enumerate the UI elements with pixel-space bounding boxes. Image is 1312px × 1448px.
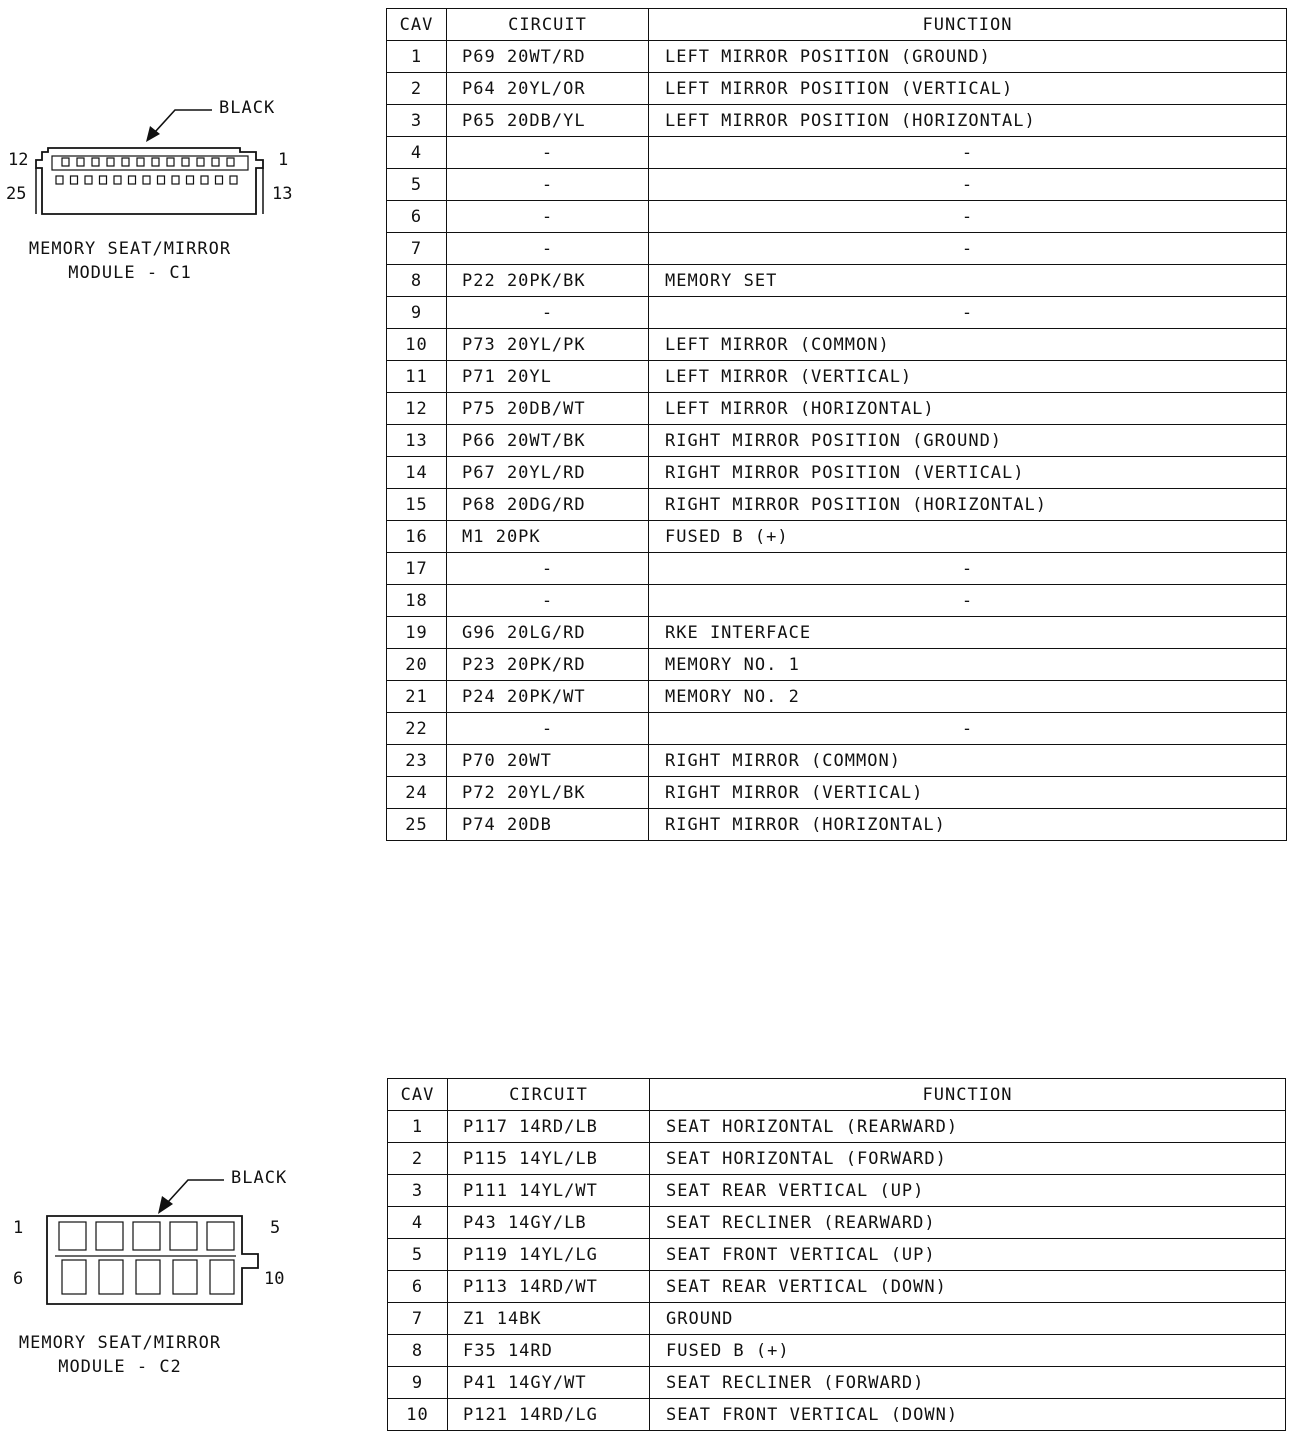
cell-cav: 25 — [387, 809, 447, 841]
cell-function: SEAT RECLINER (REARWARD) — [650, 1207, 1286, 1239]
cell-cav: 17 — [387, 553, 447, 585]
table-header-row — [387, 9, 1287, 41]
cell-function: RIGHT MIRROR (VERTICAL) — [649, 777, 1287, 809]
cell-function: RIGHT MIRROR (HORIZONTAL) — [649, 809, 1287, 841]
cell-cav: 18 — [387, 585, 447, 617]
cavity-terminal — [158, 176, 165, 184]
cavity-terminal — [207, 1222, 234, 1250]
cavity-terminal — [167, 158, 174, 166]
cell-function: LEFT MIRROR POSITION (GROUND) — [649, 41, 1287, 73]
cell-cav: 6 — [388, 1271, 448, 1303]
cell-cav: 2 — [387, 73, 447, 105]
connector-c1-pin-25: 25 — [6, 184, 27, 204]
table-row — [387, 425, 1287, 457]
cell-circuit: P71 20YL — [447, 361, 649, 393]
cell-cav: 20 — [387, 649, 447, 681]
header-cav: CAV — [387, 9, 447, 41]
cell-function: - — [649, 137, 1287, 169]
table-row — [387, 489, 1287, 521]
cell-cav: 22 — [387, 713, 447, 745]
cell-cav: 16 — [387, 521, 447, 553]
cavity-terminal — [187, 176, 194, 184]
cavity-terminal — [114, 176, 121, 184]
cell-cav: 9 — [387, 297, 447, 329]
cavity-terminal — [230, 176, 237, 184]
cavity-terminal — [182, 158, 189, 166]
cell-function: LEFT MIRROR (COMMON) — [649, 329, 1287, 361]
cell-circuit: P117 14RD/LB — [448, 1111, 650, 1143]
table-row — [387, 617, 1287, 649]
cell-function: - — [649, 233, 1287, 265]
connector-c2-pinout-table — [387, 1078, 1286, 1431]
connector-c2-color-label: BLACK — [231, 1168, 288, 1188]
table-row — [388, 1175, 1286, 1207]
cell-function: SEAT REAR VERTICAL (UP) — [650, 1175, 1286, 1207]
cavity-terminal — [100, 176, 107, 184]
cell-circuit: - — [447, 201, 649, 233]
cavity-terminal — [71, 176, 78, 184]
connector-c2-diagram — [0, 1120, 360, 1420]
cavity-terminal — [170, 1222, 197, 1250]
cell-cav: 5 — [388, 1239, 448, 1271]
cavity-terminal — [136, 1260, 160, 1294]
connector-c1-label-line2: MODULE - C1 — [68, 263, 192, 283]
cell-circuit: P66 20WT/BK — [447, 425, 649, 457]
cavity-terminal — [173, 1260, 197, 1294]
cavity-terminal — [62, 158, 69, 166]
table-row — [387, 169, 1287, 201]
table-row — [387, 233, 1287, 265]
cell-cav: 2 — [388, 1143, 448, 1175]
cell-function: SEAT HORIZONTAL (FORWARD) — [650, 1143, 1286, 1175]
cell-cav: 14 — [387, 457, 447, 489]
header-function: FUNCTION — [649, 9, 1287, 41]
table-row — [388, 1207, 1286, 1239]
table-row — [387, 393, 1287, 425]
cell-circuit: P72 20YL/BK — [447, 777, 649, 809]
cell-cav: 21 — [387, 681, 447, 713]
cell-cav: 1 — [387, 41, 447, 73]
cavity-terminal — [210, 1260, 234, 1294]
table-row — [388, 1239, 1286, 1271]
cell-function: - — [649, 585, 1287, 617]
cell-cav: 6 — [387, 201, 447, 233]
cavity-terminal — [212, 158, 219, 166]
table-header-row — [388, 1079, 1286, 1111]
table-row — [387, 649, 1287, 681]
connector-c2-pin-1: 1 — [13, 1218, 24, 1238]
cell-function: SEAT FRONT VERTICAL (UP) — [650, 1239, 1286, 1271]
cell-circuit: P22 20PK/BK — [447, 265, 649, 297]
cell-function: - — [649, 553, 1287, 585]
cell-function: MEMORY NO. 1 — [649, 649, 1287, 681]
cavity-terminal — [152, 158, 159, 166]
cell-circuit: P64 20YL/OR — [447, 73, 649, 105]
connector-c1-pin-1: 1 — [278, 150, 289, 170]
cavity-terminal — [85, 176, 92, 184]
cavity-terminal — [59, 1222, 86, 1250]
table-row — [387, 361, 1287, 393]
cell-cav: 8 — [387, 265, 447, 297]
table-row — [387, 745, 1287, 777]
cell-cav: 3 — [388, 1175, 448, 1207]
cell-circuit: P65 20DB/YL — [447, 105, 649, 137]
cavity-terminal — [227, 158, 234, 166]
cell-function: RIGHT MIRROR POSITION (VERTICAL) — [649, 457, 1287, 489]
table-row — [387, 809, 1287, 841]
connector-c2-pin-5: 5 — [270, 1218, 281, 1238]
cell-function: LEFT MIRROR POSITION (VERTICAL) — [649, 73, 1287, 105]
cavity-terminal — [107, 158, 114, 166]
cell-circuit: - — [447, 713, 649, 745]
cell-function: - — [649, 201, 1287, 233]
cell-function: - — [649, 297, 1287, 329]
cell-circuit: - — [447, 297, 649, 329]
connector-c1-pinout-table — [386, 8, 1287, 841]
header-cav: CAV — [388, 1079, 448, 1111]
cavity-terminal — [216, 176, 223, 184]
cell-circuit: - — [447, 585, 649, 617]
cell-circuit: P70 20WT — [447, 745, 649, 777]
cell-cav: 15 — [387, 489, 447, 521]
cavity-terminal — [172, 176, 179, 184]
cell-cav: 4 — [387, 137, 447, 169]
cell-cav: 9 — [388, 1367, 448, 1399]
table-row — [387, 105, 1287, 137]
cavity-terminal — [62, 1260, 86, 1294]
cell-circuit: - — [447, 169, 649, 201]
table-row — [387, 553, 1287, 585]
table-row — [388, 1335, 1286, 1367]
cell-cav: 12 — [387, 393, 447, 425]
cell-circuit: P43 14GY/LB — [448, 1207, 650, 1239]
cell-circuit: P75 20DB/WT — [447, 393, 649, 425]
cell-circuit: M1 20PK — [447, 521, 649, 553]
header-function: FUNCTION — [650, 1079, 1286, 1111]
cell-function: RIGHT MIRROR POSITION (HORIZONTAL) — [649, 489, 1287, 521]
cell-function: RIGHT MIRROR (COMMON) — [649, 745, 1287, 777]
connector-c2-label-line2: MODULE - C2 — [58, 1357, 182, 1377]
cell-cav: 19 — [387, 617, 447, 649]
connector-c1-color-label: BLACK — [219, 98, 276, 118]
cell-cav: 5 — [387, 169, 447, 201]
cell-circuit: P113 14RD/WT — [448, 1271, 650, 1303]
connector-c1-label-line1: MEMORY SEAT/MIRROR — [28, 239, 232, 259]
cavity-terminal — [77, 158, 84, 166]
cavity-terminal — [96, 1222, 123, 1250]
connector-c2-label-line1: MEMORY SEAT/MIRROR — [18, 1333, 222, 1353]
cell-function: LEFT MIRROR (VERTICAL) — [649, 361, 1287, 393]
cell-function: SEAT FRONT VERTICAL (DOWN) — [650, 1399, 1286, 1431]
cell-circuit: P23 20PK/RD — [447, 649, 649, 681]
connector-c2-pin-6: 6 — [13, 1269, 24, 1289]
cell-circuit: P111 14YL/WT — [448, 1175, 650, 1207]
cell-function: MEMORY SET — [649, 265, 1287, 297]
table-row — [388, 1367, 1286, 1399]
cell-function: LEFT MIRROR (HORIZONTAL) — [649, 393, 1287, 425]
cell-function: FUSED B (+) — [650, 1335, 1286, 1367]
cell-cav: 4 — [388, 1207, 448, 1239]
cell-circuit: - — [447, 553, 649, 585]
cavity-terminal — [56, 176, 63, 184]
cavity-terminal — [197, 158, 204, 166]
cell-circuit: P41 14GY/WT — [448, 1367, 650, 1399]
cell-cav: 7 — [387, 233, 447, 265]
table-row — [388, 1399, 1286, 1431]
cell-circuit: P73 20YL/PK — [447, 329, 649, 361]
cell-cav: 3 — [387, 105, 447, 137]
table-row — [387, 137, 1287, 169]
cell-cav: 7 — [388, 1303, 448, 1335]
cell-function: RKE INTERFACE — [649, 617, 1287, 649]
cell-cav: 8 — [388, 1335, 448, 1367]
table-row — [387, 265, 1287, 297]
table-row — [387, 201, 1287, 233]
cell-cav: 13 — [387, 425, 447, 457]
cell-function: SEAT RECLINER (FORWARD) — [650, 1367, 1286, 1399]
cavity-terminal — [92, 158, 99, 166]
cell-function: MEMORY NO. 2 — [649, 681, 1287, 713]
cell-cav: 23 — [387, 745, 447, 777]
cell-cav: 11 — [387, 361, 447, 393]
cavity-terminal — [129, 176, 136, 184]
cavity-terminal — [143, 176, 150, 184]
cell-circuit: F35 14RD — [448, 1335, 650, 1367]
cavity-terminal — [137, 158, 144, 166]
cell-function: GROUND — [650, 1303, 1286, 1335]
cell-circuit: - — [447, 233, 649, 265]
cell-circuit: P68 20DG/RD — [447, 489, 649, 521]
cavity-terminal — [122, 158, 129, 166]
connector-c2-label — [0, 1331, 240, 1379]
connector-c1-pin-13: 13 — [272, 184, 293, 204]
cell-circuit: Z1 14BK — [448, 1303, 650, 1335]
cell-circuit: P74 20DB — [447, 809, 649, 841]
table-row — [387, 73, 1287, 105]
header-circuit: CIRCUIT — [447, 9, 649, 41]
cell-cav: 10 — [387, 329, 447, 361]
table-row — [387, 521, 1287, 553]
table-row — [387, 777, 1287, 809]
table-row — [388, 1143, 1286, 1175]
cavity-terminal — [201, 176, 208, 184]
table-row — [388, 1111, 1286, 1143]
cell-cav: 1 — [388, 1111, 448, 1143]
table-row — [387, 41, 1287, 73]
cell-cav: 10 — [388, 1399, 448, 1431]
cell-circuit: P119 14YL/LG — [448, 1239, 650, 1271]
table-row — [387, 297, 1287, 329]
cell-circuit: P24 20PK/WT — [447, 681, 649, 713]
cell-circuit: G96 20LG/RD — [447, 617, 649, 649]
header-circuit: CIRCUIT — [448, 1079, 650, 1111]
table-row — [387, 681, 1287, 713]
cell-function: FUSED B (+) — [649, 521, 1287, 553]
table-row — [387, 457, 1287, 489]
cell-circuit: P115 14YL/LB — [448, 1143, 650, 1175]
table-row — [388, 1271, 1286, 1303]
table-row — [387, 585, 1287, 617]
cell-circuit: P67 20YL/RD — [447, 457, 649, 489]
cell-function: - — [649, 713, 1287, 745]
cavity-terminal — [99, 1260, 123, 1294]
cell-function: SEAT HORIZONTAL (REARWARD) — [650, 1111, 1286, 1143]
table-row — [387, 713, 1287, 745]
cell-function: - — [649, 169, 1287, 201]
connector-c1-diagram — [0, 0, 360, 300]
cell-circuit: P69 20WT/RD — [447, 41, 649, 73]
cell-circuit: - — [447, 137, 649, 169]
cell-cav: 24 — [387, 777, 447, 809]
cell-function: LEFT MIRROR POSITION (HORIZONTAL) — [649, 105, 1287, 137]
cell-function: RIGHT MIRROR POSITION (GROUND) — [649, 425, 1287, 457]
table-row — [388, 1303, 1286, 1335]
cell-circuit: P121 14RD/LG — [448, 1399, 650, 1431]
connector-c1-pin-12: 12 — [8, 150, 29, 170]
table-row — [387, 329, 1287, 361]
cavity-terminal — [133, 1222, 160, 1250]
cell-function: SEAT REAR VERTICAL (DOWN) — [650, 1271, 1286, 1303]
connector-c2-pin-10: 10 — [264, 1269, 285, 1289]
connector-c1-label — [10, 237, 250, 285]
